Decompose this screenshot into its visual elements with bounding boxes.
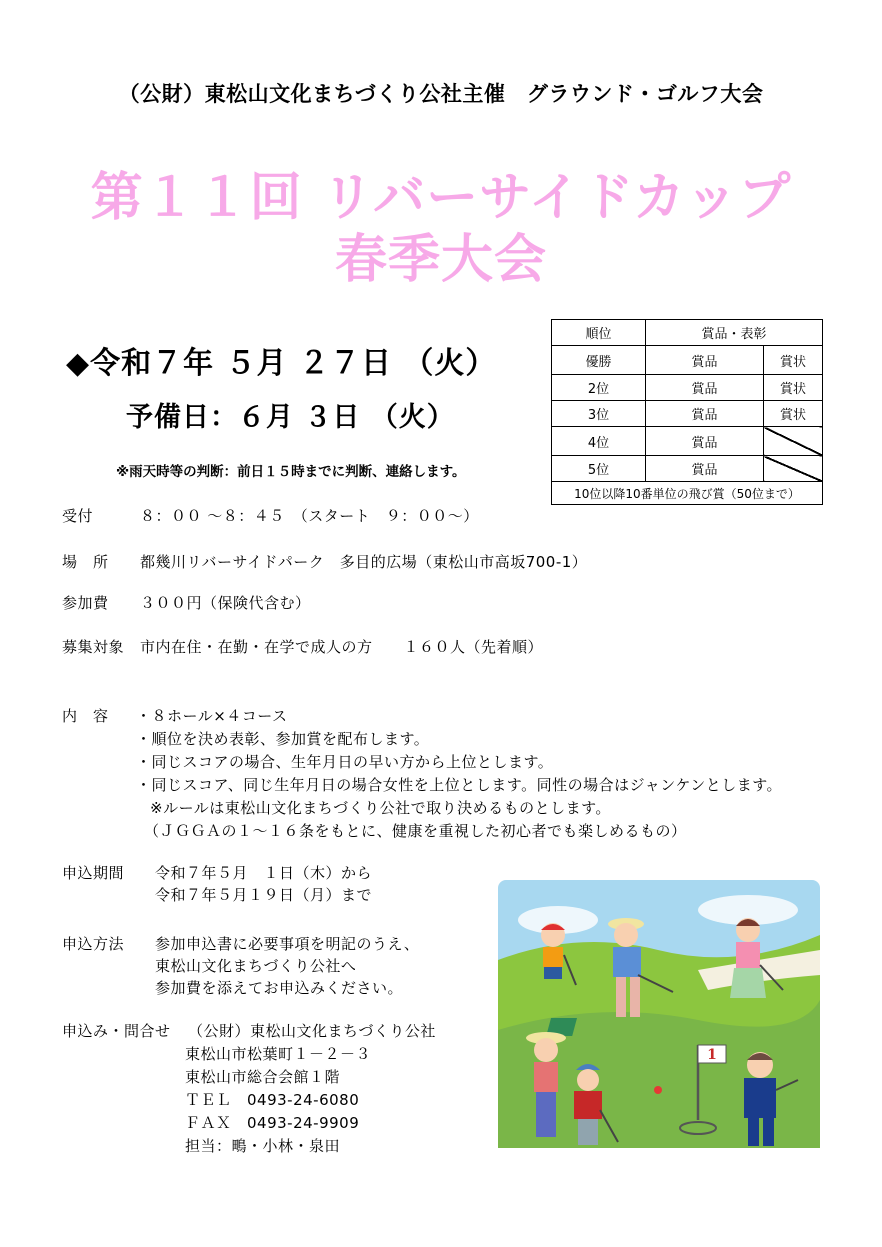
table-cell: 賞品: [646, 456, 764, 482]
content-label: 内 容: [62, 707, 109, 725]
table-header-cell: 順位: [552, 320, 646, 346]
period-label: 申込期間: [62, 864, 125, 882]
table-cell: 賞状: [764, 375, 823, 401]
contact-line: 東松山市総合会館１階: [185, 1068, 341, 1086]
reception-label: 受付: [62, 507, 94, 525]
contact-phone: ＴＥＬ 0493-24-6080: [185, 1091, 360, 1109]
table-cell: 賞状: [764, 346, 823, 375]
event-date: ◆令和７年 ５月 ２７日 （火）: [66, 346, 497, 381]
contact-label: 申込み・問合せ: [62, 1022, 171, 1040]
period-line: 令和７年５月１９日（月）まで: [155, 886, 373, 904]
ground-golf-illustration: [498, 880, 820, 1148]
fee-value: ３００円（保険代含む）: [140, 594, 311, 612]
content-line: ※ルールは東松山文化まちづくり公社で取り決めるものとします。: [150, 799, 611, 817]
contact-line: 東松山市松葉町１－２－３: [185, 1045, 372, 1063]
flag-number: 1: [707, 1047, 717, 1063]
venue-label: 場 所: [62, 553, 109, 571]
table-note: 10位以降10番単位の飛び賞（50位まで）: [552, 482, 823, 505]
content-line: （ＪＧＧＡの１～１６条をもとに、健康を重視した初心者でも楽しめるもの）: [144, 822, 687, 840]
table-cell: 3位: [552, 401, 646, 427]
contact-org: （公財）東松山文化まちづくり公社: [188, 1022, 436, 1040]
contact-staff: 担当：鴫・小林・泉田: [185, 1137, 341, 1155]
fee-label: 参加費: [62, 594, 109, 612]
content-line: ・同じスコア、同じ生年月日の場合女性を上位とします。同性の場合はジャンケンとします。: [136, 776, 783, 794]
target-label: 募集対象: [62, 638, 125, 656]
prize-table: [551, 319, 823, 505]
content-line: ・８ホール×４コース: [136, 707, 288, 725]
reception-value: ８：００ ～８：４５ （スタート ９：００～）: [140, 507, 479, 525]
table-row: [552, 375, 823, 401]
table-row: [552, 427, 823, 456]
table-row: [552, 456, 823, 482]
empty-cell: [764, 456, 823, 482]
table-cell: 賞品: [646, 427, 764, 456]
table-header-row: [552, 320, 823, 346]
rain-note: ※雨天時等の判断：前日１５時までに判断、連絡します。: [116, 464, 466, 480]
table-cell: 4位: [552, 427, 646, 456]
target-value: 市内在住・在勤・在学で成人の方 １６０人（先着順）: [140, 638, 544, 656]
event-subtitle: 春季大会: [334, 230, 547, 290]
table-cell: 賞品: [646, 346, 764, 375]
reserve-date: 予備日：６月 ３日 （火）: [126, 402, 455, 433]
ball: [654, 1086, 662, 1094]
table-cell: 優勝: [552, 346, 646, 375]
venue-value: 都幾川リバーサイドパーク 多目的広場（東松山市高坂700-1）: [140, 553, 588, 571]
table-cell: 5位: [552, 456, 646, 482]
table-header-cell: 賞品・表彰: [646, 320, 823, 346]
method-line: 東松山文化まちづくり公社へ: [155, 957, 357, 975]
content-line: ・同じスコアの場合、生年月日の早い方から上位とします。: [136, 753, 554, 771]
event-title: 第１１回 リバーサイドカップ: [90, 168, 792, 228]
empty-cell: [764, 427, 823, 456]
method-line: 参加費を添えてお申込みください。: [155, 979, 404, 997]
table-cell: 賞品: [646, 375, 764, 401]
content-line: ・順位を決め表彰、参加賞を配布します。: [136, 730, 430, 748]
method-line: 参加申込書に必要事項を明記のうえ、: [155, 935, 420, 953]
contact-fax: ＦＡＸ 0493-24-9909: [185, 1114, 360, 1132]
organizer-line: （公財）東松山文化まちづくり公社主催 グラウンド・ゴルフ大会: [118, 82, 764, 106]
table-row: [552, 482, 823, 505]
period-line: 令和７年５月 １日（木）から: [155, 864, 373, 882]
table-cell: 2位: [552, 375, 646, 401]
table-cell: 賞状: [764, 401, 823, 427]
table-cell: 賞品: [646, 401, 764, 427]
table-row: [552, 346, 823, 375]
table-row: [552, 401, 823, 427]
method-label: 申込方法: [62, 935, 125, 953]
